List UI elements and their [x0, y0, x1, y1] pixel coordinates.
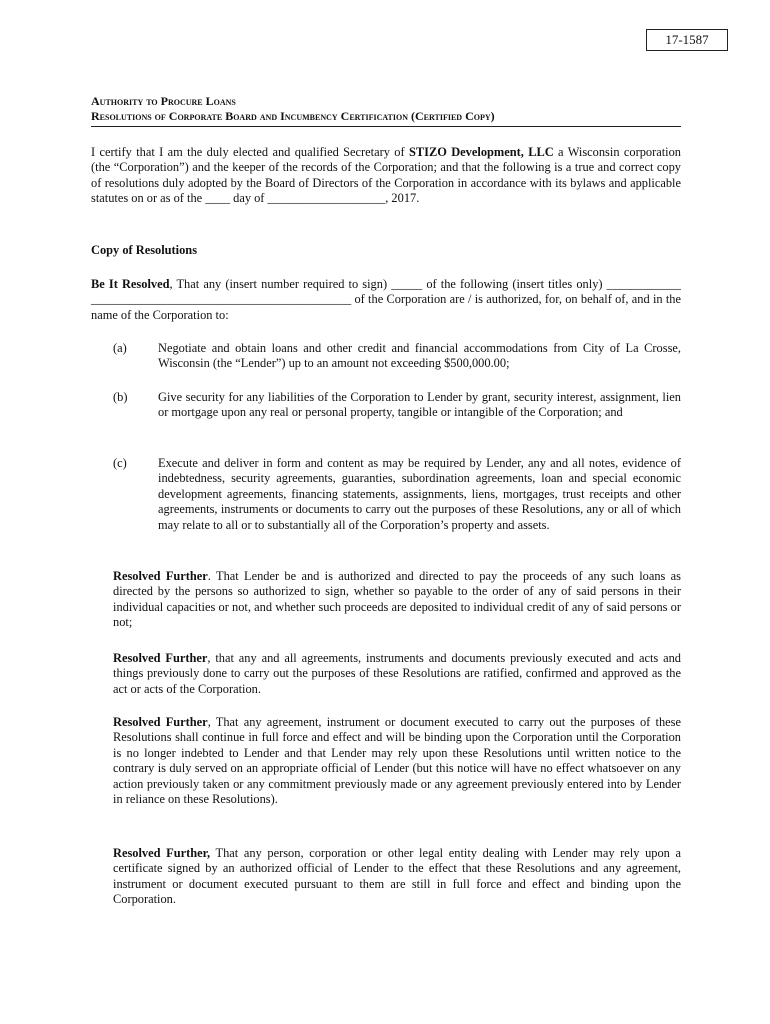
- heading-line-2: Resolutions of Corporate Board and Incumbency Certification (Certified Copy): [91, 109, 681, 127]
- resolved-further-paragraph-4: [113, 846, 681, 908]
- item-text-b: Give security for any liabilities of the Corporation to Lender by grant, security interest, assignment, lien or mortgage upon any real or personal property, tangible or intangible of the Corporation; and: [158, 390, 681, 420]
- item-letter-b: (b): [113, 390, 128, 404]
- be-it-resolved-lead: Be It Resolved: [91, 277, 170, 291]
- heading-line-1: Authority to Procure Loans: [91, 94, 236, 108]
- document-heading: [91, 94, 681, 127]
- resolved-further-paragraph-1: [113, 569, 681, 631]
- resolved-further-text-3: , That any agreement, instrument or document executed to carry out the purposes of these Resolutions shall continue in full force and effect and will be binding upon the Corporation until the Corporation is no longer indebted to Lender and that Lender may rely upon these Resolutions until written notice to the contrary is duly served on an appropriate official of Lender (but this notice will have no effect whatsoever on any action previously taken or any commitment previously made or any agreement previously entered into by Lender in reliance on these Resolutions).: [113, 715, 681, 807]
- certification-paragraph: [91, 145, 681, 207]
- resolved-further-text-4: That any person, corporation or other legal entity dealing with Lender may rely upon a certificate signed by an authorized official of Lender to the effect that these Resolutions and any agreement, instrument or document executed pursuant to them are still in full force and effect and binding upon the Corporation.: [113, 846, 682, 907]
- resolved-further-lead-1: Resolved Further: [113, 569, 208, 583]
- item-text-c: Execute and deliver in form and content as may be required by Lender, any and all notes, evidence of indebtedness, security agreements, guaranties, subordination agreements, loan and special economic development agreements, financing statements, assignments, liens, mortgages, trust receipts and other agreements, instruments or documents to carry out the purposes of these Resolutions, any or all of which may relate to all or to substantially all of the Corporation’s property and assets.: [158, 456, 681, 532]
- resolved-further-text-2: , that any and all agreements, instruments and documents previously executed and acts and things previously done to carry out the purposes of these Resolutions are ratified, confirmed and approved as the act or acts of the Corporation.: [113, 651, 681, 696]
- item-text-a: Negotiate and obtain loans and other credit and financial accommodations from City of La Crosse, Wisconsin (the “Lender”) up to an amount not exceeding $500,000.00;: [158, 341, 681, 371]
- resolved-further-paragraph-2: [113, 651, 681, 697]
- be-it-resolved-paragraph: [91, 277, 681, 323]
- item-letter-a: (a): [113, 341, 127, 355]
- be-it-resolved-text: , That any (insert number required to sign) _____ of the following (insert titles only) ____________ __________________________________________ of the Corporation are / is authorized, for, on behalf of, and in the name of the Corporation to:: [91, 277, 681, 322]
- certification-pre: I certify that I am the duly elected and qualified Secretary of: [91, 145, 409, 159]
- certification-post: a Wisconsin corporation (the “Corporation”) and the keeper of the records of the Corporation; and that the following is a true and correct copy of resolutions duly adopted by the Board of Directors of the Corporation in accordance with its bylaws and applicable statutes on or as of the ____ day of ___________________, 2017.: [91, 145, 681, 206]
- resolved-further-text-1: . That Lender be and is authorized and directed to pay the proceeds of any such loans as directed by the persons so authorized to sign, whether so payable to the order of any of said persons in their individual capacities or not, and whether such proceeds are deposited to individual credit of any of said persons or not;: [113, 569, 681, 630]
- company-name: STIZO Development, LLC: [408, 145, 554, 159]
- resolved-further-lead-2: Resolved Further: [113, 651, 208, 665]
- section-title: Copy of Resolutions: [91, 243, 198, 257]
- document-number-box: 17-1587: [646, 29, 728, 51]
- item-letter-c: (c): [113, 456, 127, 470]
- resolved-further-lead-3: Resolved Further: [113, 715, 208, 729]
- resolved-further-paragraph-3: [113, 715, 681, 807]
- resolved-further-lead-4: Resolved Further,: [113, 846, 211, 860]
